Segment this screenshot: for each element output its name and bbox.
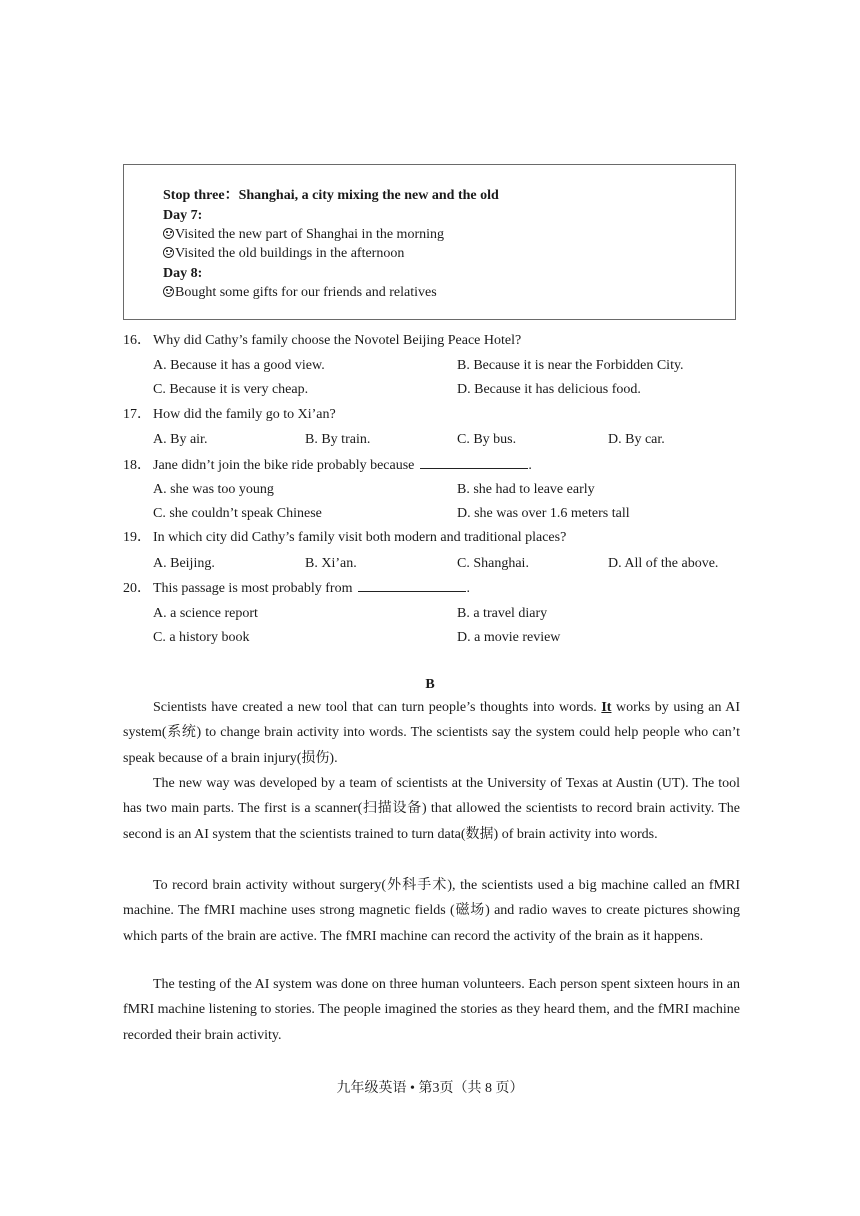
- question-18: [123, 456, 532, 475]
- option: D. By car.: [608, 432, 665, 447]
- underlined-word: It: [601, 700, 612, 715]
- smiley-face-icon: [163, 228, 174, 239]
- option: B. she had to leave early: [457, 482, 595, 497]
- passage-paragraph: To record brain activity without surgery(外科手术), the scientists used a big machine called an fMRI machine. The fMRI machine uses strong magnetic fields (磁场) and radio waves to create pictures showing which parts of the brain are active. The fMRI machine can record the activity of the brain as it happens.: [123, 878, 740, 944]
- day7-item: [163, 245, 404, 263]
- option: A. Because it has a good view.: [153, 358, 325, 373]
- option: D. All of the above.: [608, 556, 719, 571]
- option: B. a travel diary: [457, 606, 548, 621]
- question-19: [123, 529, 566, 547]
- answer-blank: [358, 579, 466, 592]
- question-number: 18．: [123, 458, 151, 473]
- question-text: Jane didn’t join the bike ride probably because: [153, 458, 415, 473]
- option: A. Beijing.: [153, 556, 215, 571]
- stop-heading: [163, 187, 499, 205]
- section-title: B: [425, 677, 435, 692]
- day7-item-text: Visited the new part of Shanghai in the morning: [175, 227, 444, 242]
- option: C. Because it is very cheap.: [153, 382, 309, 397]
- passage-paragraph: The testing of the AI system was done on three human volunteers. Each person spent sixteen hours in an fMRI machine listening to stories. The people imagined the stories as they heard them, and the fMRI machine recorded their brain activity.: [123, 977, 740, 1043]
- itinerary-box: [123, 164, 736, 320]
- question-end: .: [528, 458, 532, 473]
- option: C. By bus.: [457, 432, 517, 447]
- smiley-face-icon: [163, 286, 174, 297]
- question-text: In which city did Cathy’s family visit both modern and traditional places?: [153, 530, 567, 545]
- option: D. Because it has delicious food.: [457, 382, 641, 397]
- option: D. a movie review: [457, 630, 561, 645]
- option: A. a science report: [153, 606, 258, 621]
- option: A. By air.: [153, 432, 208, 447]
- question-text: Why did Cathy’s family choose the Novotel Beijing Peace Hotel?: [153, 333, 522, 348]
- question-17: [123, 406, 336, 424]
- day8-item: [163, 284, 437, 302]
- paragraph-text: Scientists have created a new tool that can turn people’s thoughts into words.: [153, 700, 597, 715]
- question-number: 17．: [123, 407, 151, 422]
- smiley-face-icon: [163, 247, 174, 258]
- option: D. she was over 1.6 meters tall: [457, 506, 630, 521]
- option: B. By train.: [305, 432, 371, 447]
- question-number: 16．: [123, 333, 151, 348]
- page-footer: 九年级英语 • 第3页（共 8 页）: [336, 1081, 524, 1096]
- stop-title: Shanghai, a city mixing the new and the old: [238, 188, 499, 203]
- day8-label: Day 8:: [163, 266, 203, 281]
- day7-item-text: Visited the old buildings in the afternoon: [175, 246, 405, 261]
- passage-paragraph: The new way was developed by a team of scientists at the University of Texas at Austin (UT). The tool has two main parts. The first is a scanner(扫描设备) that allowed the scientists to record brain activity. The second is an AI system that the scientists trained to turn data(数据) of brain activity into words.: [123, 776, 740, 842]
- question-text: How did the family go to Xi’an?: [153, 407, 336, 422]
- question-number: 20．: [123, 581, 151, 596]
- option: C. Shanghai.: [457, 556, 529, 571]
- answer-blank: [420, 456, 528, 469]
- day7-label: Day 7:: [163, 208, 203, 223]
- passage-paragraph: [123, 695, 740, 771]
- question-end: .: [466, 581, 470, 596]
- question-20: [123, 579, 470, 598]
- question-16: [123, 332, 521, 350]
- stop-label: Stop three：: [163, 188, 239, 203]
- paragraph-text: works by using an AI system(系统) to change brain activity into words. The scientists say the system could help people who can’t speak because of a brain injury(损伤).: [123, 700, 741, 766]
- option: C. she couldn’t speak Chinese: [153, 506, 322, 521]
- day8-item-text: Bought some gifts for our friends and relatives: [175, 285, 437, 300]
- question-number: 19．: [123, 530, 151, 545]
- option: B. Because it is near the Forbidden City.: [457, 358, 684, 373]
- option: C. a history book: [153, 630, 250, 645]
- question-text: This passage is most probably from: [153, 581, 353, 596]
- option: A. she was too young: [153, 482, 274, 497]
- option: B. Xi’an.: [305, 556, 357, 571]
- day7-item: [163, 226, 444, 244]
